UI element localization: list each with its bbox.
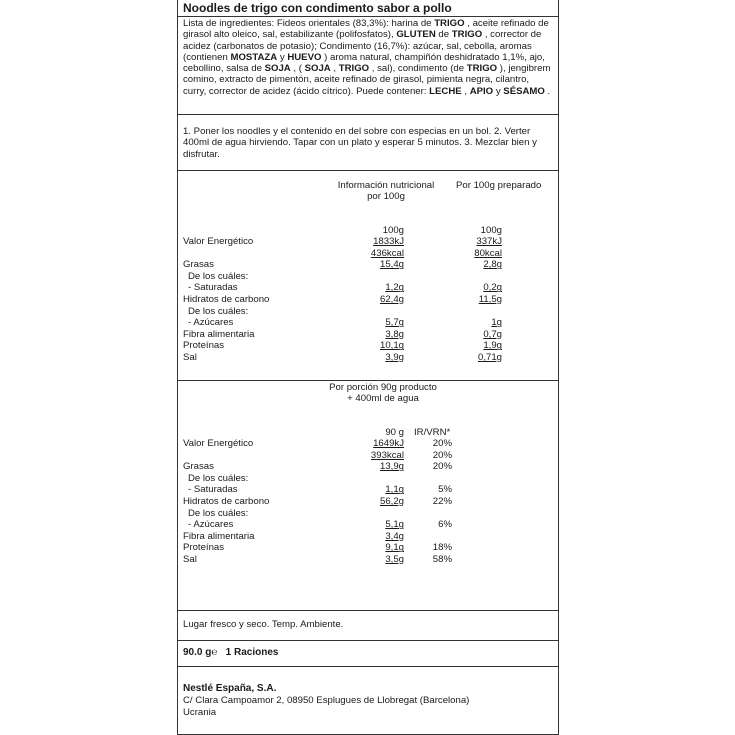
nutrient-label: Proteínas	[183, 542, 225, 554]
nutrient-label: Fibra alimentaria	[183, 328, 255, 340]
value-per-100g-prepared: 2,8g	[483, 259, 502, 271]
allergen-word: APIO	[469, 85, 494, 97]
reference-intake-percent: 6%	[438, 519, 452, 531]
nutrient-label: Sal	[183, 554, 197, 565]
ingredient-text: de	[435, 29, 452, 41]
nutrient-label: - Saturadas	[188, 484, 238, 496]
portion-text: 90.0 g℮ 1 Raciones	[183, 647, 279, 658]
nutrient-label: Grasas	[183, 461, 214, 473]
reference-intake-percent: 5%	[438, 484, 452, 496]
title-section	[178, 0, 558, 17]
value-per-portion: 1,1g	[385, 484, 404, 496]
nutrient-label: De los cuáles:	[188, 472, 249, 484]
allergen-word: SÉSAMO	[503, 85, 545, 97]
table2-head-line1: Por porción 90g producto	[329, 382, 437, 393]
company-address: C/ Clara Campoamor 2, 08950 Esplugues de Llobregat (Barcelona)	[183, 695, 470, 706]
storage-section	[178, 611, 558, 641]
ingredient-text: , (	[290, 63, 305, 75]
company-section	[178, 667, 558, 735]
nutrition-label-sheet	[177, 0, 559, 735]
nutrient-label: De los cuáles:	[188, 507, 249, 519]
table1-head-line1: Información nutricional	[337, 180, 435, 191]
reference-intake-percent: 58%	[432, 554, 452, 565]
reference-intake-percent: 22%	[432, 496, 452, 507]
value-per-100g: 1833kJ	[373, 236, 404, 247]
value-per-portion: 9,1g	[385, 542, 404, 554]
value-per-portion: 3,4g	[385, 530, 404, 542]
nutrition-table-100g	[178, 171, 558, 381]
table1-unit-2: 100g	[480, 225, 502, 236]
allergen-word: TRIGO	[338, 63, 370, 75]
table1-head-line2: por 100g	[367, 191, 405, 202]
value-per-100g: 10,1g	[379, 340, 404, 352]
ingredient-text: ,	[330, 63, 339, 75]
ingredient-text: , sal), condimento (de	[369, 63, 467, 75]
allergen-word: TRIGO	[434, 18, 465, 29]
value-per-portion: 13,9g	[379, 461, 404, 473]
allergen-word: SOJA	[304, 63, 331, 75]
value-per-100g-prepared: 1,9g	[483, 340, 502, 352]
portion-section	[178, 641, 558, 667]
value-per-100g: 5,7g	[385, 317, 404, 329]
value-per-100g: 62,4g	[379, 294, 404, 305]
value-per-100g-prepared: 80kcal	[474, 247, 502, 259]
allergen-word: LECHE	[429, 85, 462, 97]
nutrient-label: - Azúcares	[188, 317, 234, 329]
value-per-100g-prepared: 0,2g	[483, 282, 502, 294]
ingredient-text: .	[544, 85, 551, 97]
table2-ir-head: IR/VRN*	[414, 427, 451, 438]
nutrient-label: Valor Energético	[183, 236, 254, 247]
value-per-100g: 1,2g	[385, 282, 404, 294]
nutrient-label: Valor Energético	[183, 438, 254, 449]
allergen-word: GLUTEN	[396, 29, 436, 41]
ingredient-text: ,	[461, 85, 470, 97]
nutrient-label: Fibra alimentaria	[183, 530, 255, 542]
allergen-word: SOJA	[264, 63, 291, 75]
nutrient-label: - Azúcares	[188, 519, 234, 531]
ingredient-text: ) aroma natural, champiñón deshidratado 1,1%, ajo, cebollino, salsa de	[183, 51, 545, 75]
storage-text: Lugar fresco y seco. Temp. Ambiente.	[183, 619, 344, 630]
value-per-100g: 3,9g	[385, 352, 404, 363]
nutrient-label: - Saturadas	[188, 282, 238, 294]
ingredient-text: Lista de ingredientes: Fideos orientales (83,3%): harina de	[183, 18, 435, 29]
value-per-portion: 5,1g	[385, 519, 404, 531]
reference-intake-percent: 20%	[432, 438, 452, 449]
table1-head-prepared: Por 100g preparado	[456, 180, 542, 191]
allergen-word: MOSTAZA	[230, 51, 278, 63]
ingredient-text: , aceite refinado de girasol alto oleico, sal, estabilizante (polifosfatos),	[183, 18, 549, 41]
reference-intake-percent: 20%	[432, 461, 452, 473]
nutrition-table-portion	[178, 381, 558, 611]
value-per-portion: 56,2g	[379, 496, 404, 507]
value-per-portion: 3,5g	[385, 554, 404, 565]
allergen-word: TRIGO	[451, 29, 483, 41]
origin-country: Ucrania	[183, 707, 217, 718]
ingredients-text	[183, 18, 555, 97]
reference-intake-percent: 18%	[432, 542, 452, 554]
nutrient-label: De los cuáles:	[188, 305, 249, 317]
ingredient-text: ), jengibrem comino, extracto de pimentón, aceite refinado de girasol, pimienta negra, cilantro, curry, corrector de acidez (ácido cítrico). Puede contener:	[183, 63, 551, 97]
value-per-100g-prepared: 0,7g	[483, 328, 502, 340]
value-per-100g: 3,8g	[385, 328, 404, 340]
nutrient-label: Grasas	[183, 259, 214, 271]
table1-unit-1: 100g	[382, 225, 404, 236]
nutrient-label: Hidratos de carbono	[183, 496, 270, 507]
company-name: Nestlé España, S.A.	[183, 683, 277, 694]
value-per-100g-prepared: 11,5g	[478, 294, 502, 305]
instructions-text: 1. Poner los noodles y el contenido en del sobre con especias en un bol. 2. Verter 400ml de agua hirviendo. Tapar con un plato y esperar 5 minutos. 3. Mezclar bien y disfrutar.	[183, 126, 537, 160]
ingredient-text: , corrector de acidez (carbonatos de potasio); Condimento (16,7%): azúcar, sal, cebolla, aromas (contienen	[183, 29, 542, 63]
nutrient-label: Sal	[183, 352, 197, 363]
value-per-100g-prepared: 337kJ	[476, 236, 502, 247]
table2-unit: 90 g	[385, 427, 404, 438]
value-per-100g: 436kcal	[370, 247, 404, 259]
nutrient-label: De los cuáles:	[188, 270, 249, 282]
nutrient-label: Proteínas	[183, 340, 225, 352]
ingredient-text: y	[277, 51, 288, 63]
ingredients-section	[178, 17, 558, 115]
value-per-portion: 1649kJ	[373, 438, 404, 449]
allergen-word: HUEVO	[287, 51, 322, 63]
value-per-100g: 15,4g	[379, 259, 404, 271]
table2-head-line2: + 400ml de agua	[347, 393, 419, 404]
instructions-section	[178, 115, 558, 171]
value-per-100g-prepared: 0,71g	[477, 352, 502, 363]
value-per-100g-prepared: 1g	[491, 317, 502, 329]
value-per-portion: 393kcal	[370, 449, 404, 461]
nutrient-label: Hidratos de carbono	[183, 294, 270, 305]
allergen-word: TRIGO	[466, 63, 498, 75]
product-title: Noodles de trigo con condimento sabor a pollo	[183, 1, 452, 15]
reference-intake-percent: 20%	[432, 449, 452, 461]
ingredient-text: y	[493, 85, 504, 97]
